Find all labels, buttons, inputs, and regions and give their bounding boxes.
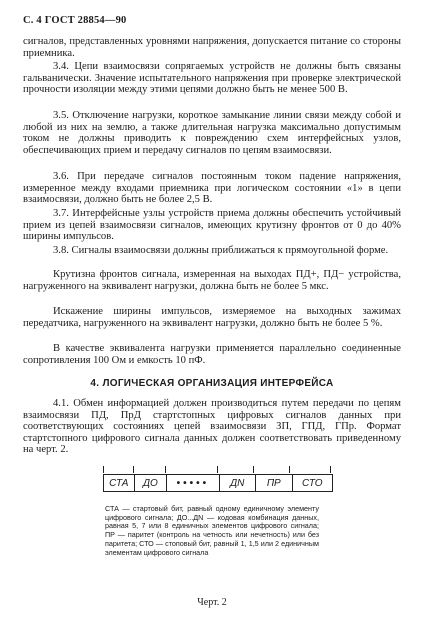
figure-label: Черт. 2 bbox=[197, 597, 227, 608]
paragraph-pulse-distortion: Искажение ширины импульсов, измеряемое на выходных зажимах передатчика, нагруженного на эквивалент нагрузки, должно быть не более 5 %. bbox=[23, 306, 401, 329]
paragraph-4-1: 4.1. Обмен информацией должен производиться путем передачи по цепям взаимосвязи ПД, ПрД стартстопных цифровых сигналов данных при соответствующих состояниях цепей взаимосвязи ЗП, ГПД, ГПр. Формат стартстопного цифрового сигнала данных должен соответствовать приведенному на черт. 2. bbox=[23, 398, 401, 456]
frame-cell-ellipsis: ••••• bbox=[167, 475, 219, 491]
paragraph-3-7: 3.7. Интерфейсные узлы устройств приема должны обеспечить устойчивый прием из цепей взаимосвязи сигналов, имеющих крутизну фронтов от 0 до 40% ширины импульсов. bbox=[23, 208, 401, 243]
signal-frame-diagram bbox=[103, 474, 333, 492]
frame-tick bbox=[289, 466, 290, 473]
figure-caption: СТА — стартовый бит, равный одному единичному элементу цифрового сигнала; ДО...ДN — кодовая комбинация данных, равная 5, 7 или 8 единичных элементов цифрового сигнала; ПР — паритет (контроль на четность или нечетность) или без паритета; СТО — стоповый бит, равный 1, 1,5 или 2 единичным элементам цифрового сигнала bbox=[105, 504, 319, 557]
page-header: С. 4 ГОСТ 28854—90 bbox=[23, 15, 127, 26]
paragraph-3-5: 3.5. Отключение нагрузки, короткое замыкание линии связи между собой и любой из них на землю, а также длительная нагрузка максимально допустимым током не должны приводить к повреждению схем интерфейсных узлов, обеспечивающих прием и передачу сигналов по цепям взаимосвязи. bbox=[23, 110, 401, 156]
frame-tick bbox=[217, 466, 218, 473]
paragraph-3-8: 3.8. Сигналы взаимосвязи должны приближаться к прямоугольной форме. bbox=[53, 245, 389, 256]
frame-tick-start bbox=[103, 466, 104, 473]
paragraph-load-equivalent: В качестве эквивалента нагрузки применяется параллельно соединенные сопротивления 100 Ом и емкость 10 пФ. bbox=[23, 343, 401, 366]
frame-cell-start-bit: СТА bbox=[104, 475, 135, 491]
frame-cell-data-last: ДN bbox=[220, 475, 257, 491]
frame-tick bbox=[133, 466, 134, 473]
section-title: 4. ЛОГИЧЕСКАЯ ОРГАНИЗАЦИЯ ИНТЕРФЕЙСА bbox=[90, 378, 334, 389]
frame-tick-end bbox=[330, 466, 331, 473]
paragraph-continuation: сигналов, представленных уровнями напряжения, допускается питание со стороны приемника. bbox=[23, 36, 401, 59]
frame-cell-parity: ПР bbox=[256, 475, 293, 491]
paragraph-front-steepness: Крутизна фронтов сигнала, измеренная на выходах ПД+, ПД− устройства, нагруженного на эквивалент нагрузки, должна быть не более 5 мкс. bbox=[23, 269, 401, 292]
frame-cell-stop-bit: СТО bbox=[301, 477, 323, 489]
paragraph-3-6: 3.6. При передаче сигналов постоянным током падение напряжения, измеренное между входами приемника при логическом состоянии «1» в цепи взаимосвязи, должно быть не более 2,5 В. bbox=[23, 171, 401, 206]
paragraph-3-4: 3.4. Цепи взаимосвязи сопрягаемых устройств не должны быть связаны гальванически. Значение испытательного напряжения при проверке электрической прочности изоляции между этими цепями должно быть не менее 500 В. bbox=[23, 61, 401, 96]
frame-tick bbox=[165, 466, 166, 473]
frame-cell-data-first: ДО bbox=[135, 475, 168, 491]
frame-tick bbox=[253, 466, 254, 473]
